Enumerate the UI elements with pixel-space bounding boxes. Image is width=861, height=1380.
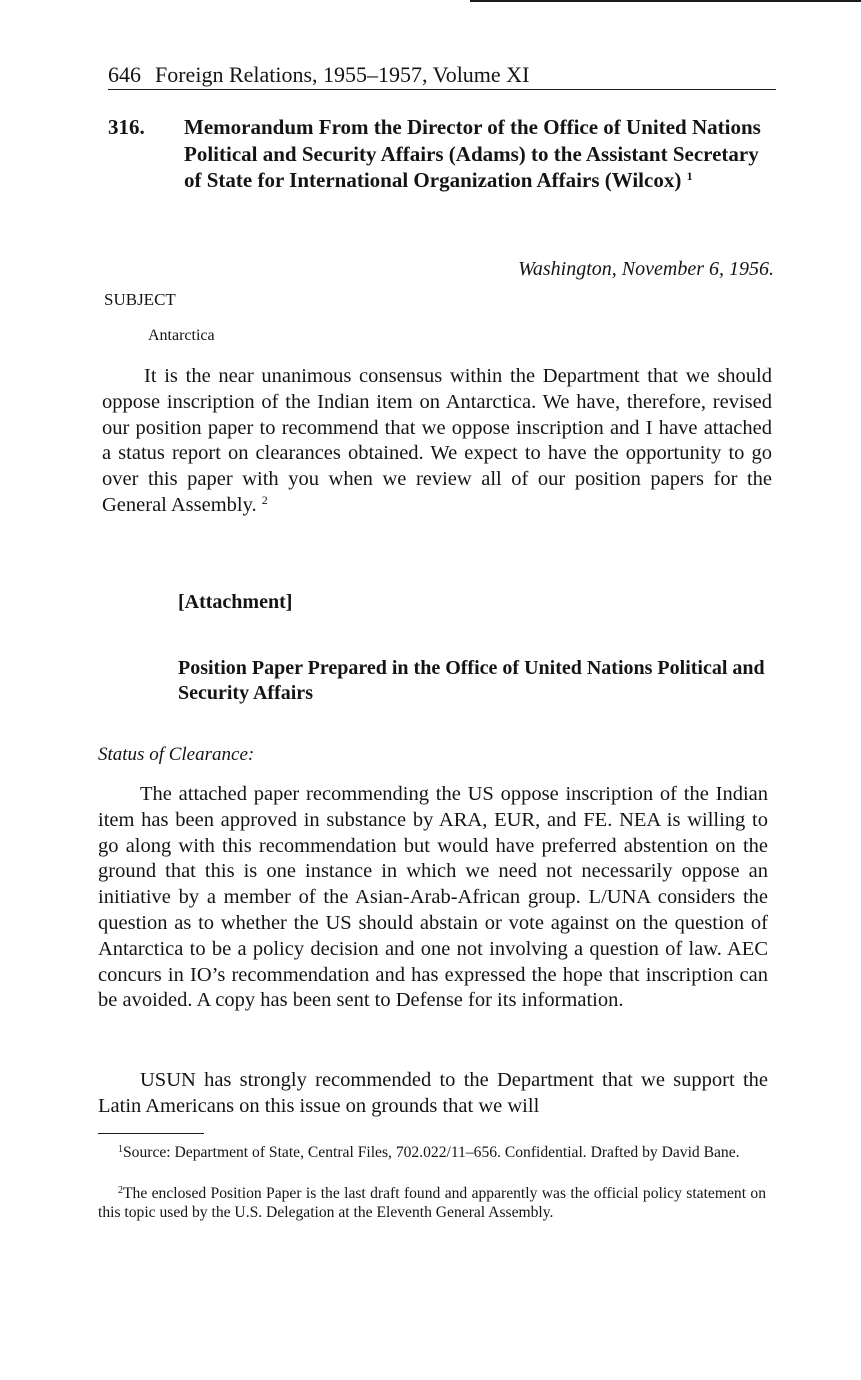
status-of-clearance-heading: Status of Clearance:: [98, 744, 255, 765]
page-number: 646: [108, 62, 141, 87]
clearance-paragraph: The attached paper recommending the US oppose inscription of the Indian item has been approved in substance by ARA, EUR, and FE. NEA is willing to go along with this recommendation but would have preferred abstention on the ground that this is one instance in which we need not necessarily oppose an initiative by a member of the Asian-Arab-African group. L/UNA considers the question as to whether the US should abstain or vote against on the question of Antarctica to be a policy decision and one not involving a question of law. AEC concurs in IO’s recommendation and has expressed the hope that inscription can be avoided. A copy has been sent to Defense for its information.: [98, 783, 768, 1012]
memo-body-paragraph: [102, 364, 772, 519]
footnote-1: [98, 1143, 766, 1162]
document-title: [184, 114, 778, 194]
document-number: 316.: [108, 115, 145, 139]
subject-value: Antarctica: [148, 327, 215, 344]
dateline: Washington, November 6, 1956.: [518, 258, 774, 280]
memo-body-text: It is the near unanimous consensus within the Department that we should oppose inscription of the Indian item on Antarctica. We have, therefore, revised our position paper to recommend that we oppose inscription and I have attached a status report on clearances obtained. We expect to have the opportunity to go over this paper with you when we review all of our position papers for the General Assembly.: [102, 365, 772, 516]
footnote-text-1: Source: Department of State, Central Files, 702.022/11–656. Confidential. Drafted by David Bane.: [123, 1144, 740, 1161]
footnote-mark-2: 2: [118, 1185, 123, 1196]
running-head: [108, 62, 776, 90]
footnote-ref-2: 2: [261, 492, 268, 507]
subject-label: SUBJECT: [104, 290, 176, 309]
footnote-2: [98, 1184, 766, 1222]
footnote-text-2: The enclosed Position Paper is the last draft found and apparently was the official policy statement on this topic used by the U.S. Delegation at the Eleventh General Assembly.: [98, 1185, 766, 1221]
position-paper-title: Position Paper Prepared in the Office of United Nations Political and Security Affairs: [178, 657, 765, 704]
scan-top-edge-rule: [470, 0, 861, 2]
footnote-ref-1: 1: [686, 169, 693, 183]
attachment-heading: [Attachment]: [178, 591, 293, 613]
usun-paragraph: USUN has strongly recommended to the Department that we support the Latin Americans on this issue on grounds that we will: [98, 1069, 768, 1117]
document-title-text: Memorandum From the Director of the Office of United Nations Political and Security Affairs (Adams) to the Assistant Secretary of State for International Organization Affairs (Wilcox): [184, 115, 761, 192]
publication-title: Foreign Relations, 1955–1957, Volume XI: [155, 62, 530, 87]
footnote-divider: [98, 1133, 204, 1134]
footnote-mark-1: 1: [118, 1144, 123, 1155]
